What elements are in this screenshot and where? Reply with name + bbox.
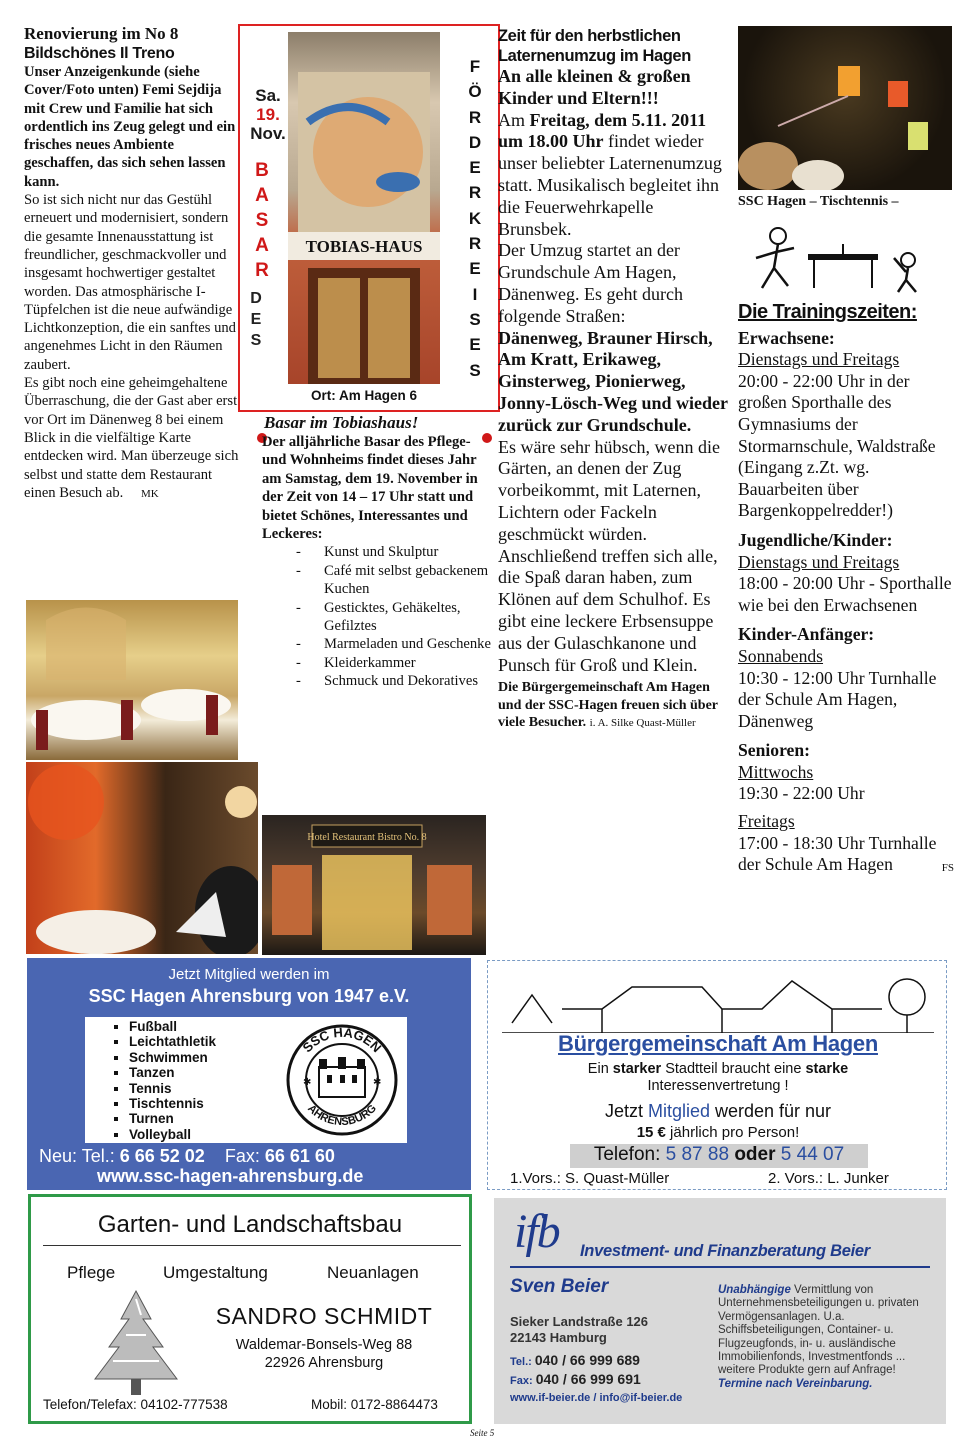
group-day: Dienstags und Freitags xyxy=(738,349,900,370)
ssc-url[interactable]: www.ssc-hagen-ahrensburg.de xyxy=(97,1166,364,1186)
friday-detail: 17:00 - 18:30 Uhr Turnhalle der Schule Am Hagen FS xyxy=(738,833,954,876)
poster-date: Sa. 19. Nov. xyxy=(250,86,286,143)
bg-phone: Telefon: 5 87 88 oder 5 44 07 xyxy=(570,1144,868,1168)
laternen-p1: Am Freitag, dem 5.11. 2011 um 18.00 Uhr findet wieder unser beliebter Laternenumzug statt. Musikalisch begleitet ihn die Feuerwehrkapelle Brunsbek. xyxy=(498,109,722,239)
gala-service-2: Umgestaltung xyxy=(163,1263,268,1282)
ssc-hagen-ad xyxy=(27,958,471,1190)
laternen-p3: Es wäre sehr hübsch, wenn die Gärten, an denen der Zug vorbeikommt, mit Laternen, Lichtern oder Fackeln geschmückt würden. Anschließend treffen sich alle, die Spaß daran haben, zum Klönen auf dem Schulhof. Es gibt eine leckere Erbsensuppe aus der Gulaschkanone und Punsch für Groß und Klein. xyxy=(498,436,720,675)
ifb-title: Investment- und Finanzberatung Beier xyxy=(580,1242,870,1260)
group-day: Sonnabends xyxy=(738,645,824,666)
group-day: Mittwochs xyxy=(738,761,814,782)
ifb-web[interactable]: www.if-beier.de / info@if-beier.de xyxy=(510,1392,683,1404)
poster-letter: S xyxy=(469,309,481,329)
fir-tree-icon xyxy=(81,1289,191,1399)
bg-chair2: 2. Vors.: L. Junker xyxy=(768,1170,889,1187)
trainingszeiten-head: Die Trainingszeiten: xyxy=(738,301,917,323)
basar-poster xyxy=(238,24,500,412)
storefront-sign: Hotel Restaurant Bistro No. 8 xyxy=(307,832,427,843)
lantern-children-photo xyxy=(738,26,952,190)
tobias-haus-sign: TOBIAS-HAUS xyxy=(305,237,423,256)
article-subtitle: Bildschönes Il Treno xyxy=(24,45,175,62)
gartenbau-ad xyxy=(28,1194,472,1424)
gala-city: 22926 Ahrensburg xyxy=(264,1355,384,1371)
poster-letter: E xyxy=(469,335,481,355)
article-body-2: Es gibt noch eine geheimgehaltene Überraschung, die der Gast aber erst vor Ort im Dänenweg 8 bei einem Blick in die vielfältige Karte entdecken wird. Man überzeuge sich selbst und statte dem Restaurant einen Besuch ab. MK xyxy=(24,375,239,501)
group-detail: 20:00 - 22:00 Uhr in der großen Sporthalle des Gymnasiums der Stormarnschule, Waldstraße (Eingang z.Zt. wg. Bauarbeiten über Bargenkoppelredder!) xyxy=(738,370,936,521)
ifb-person: Sven Beier xyxy=(510,1276,609,1297)
basar-intro: Der alljährliche Basar des Pflege- und Wohnheims findet dieses Jahr am Samstag, dem 19. November in der Zeit von 14 – 17 Uhr statt und bietet Schönes, Interessantes und Leckeres: xyxy=(262,434,478,543)
renovation-article xyxy=(24,24,240,503)
poster-letter: B xyxy=(255,160,269,181)
bg-membership: Jetzt Mitglied werden für nur xyxy=(604,1101,832,1121)
poster-letter: Ö xyxy=(468,82,482,102)
ssc-logo-bottom: AHRENSBURG xyxy=(305,1102,379,1129)
group-name: Kinder-Anfänger: xyxy=(738,624,875,645)
article-lead: Unser Anzeigenkunde (siehe Cover/Foto unten) Femi Sejdija mit Crew und Familie hat sich ordentlich ins Zeug gelegt und ein frisches neues Ambiente geschaffen, das sich sehen lassen kann. xyxy=(24,64,236,190)
sport-item: ▪ Tanzen xyxy=(129,1065,407,1080)
ifb-description: Unabhängige Vermittlung von Unternehmensbeteiligungen u. privaten Vermögensanlagen. U.a. Schiffsbeteiligungen, Container- u. Flugzeugfonds, in- u. ausländische Immobilienfonds, Investmentfonds ... weitere Produkte gern auf Anfrage! Termine nach Vereinbarung. xyxy=(718,1284,919,1390)
ssc-sports-box xyxy=(85,1017,407,1143)
training-group xyxy=(738,328,954,522)
houses-drawing xyxy=(502,973,934,1033)
bg-price: 15 € jährlich pro Person! xyxy=(636,1124,800,1141)
gala-divider xyxy=(43,1245,461,1246)
bg-chair1: 1.Vors.: S. Quast-Müller xyxy=(510,1170,670,1187)
group-name: Senioren: xyxy=(738,740,811,761)
sport-item: ▪ Leichtathletik xyxy=(129,1034,407,1049)
basar-item: - Kunst und Skulptur xyxy=(262,543,498,561)
ifb-rule xyxy=(510,1266,930,1268)
group-detail: 19:30 - 22:00 Uhr xyxy=(738,783,865,804)
poster-location: Ort: Am Hagen 6 xyxy=(310,388,418,403)
group-name: Erwachsene: xyxy=(738,327,835,348)
sport-item: ▪ Turnen xyxy=(129,1111,407,1126)
basar-item: - Kleiderkammer xyxy=(262,654,498,672)
poster-letter: D xyxy=(468,132,482,152)
basar-head: Basar im Tobiashaus! xyxy=(264,413,419,432)
group-detail: 10:30 - 12:00 Uhr Turnhalle der Schule Am Hagen, Dänenweg xyxy=(738,667,937,731)
trainingszeiten xyxy=(738,302,954,880)
col4-author: FS xyxy=(941,862,954,875)
gala-phone: Telefon/Telefax: 04102-777538 xyxy=(43,1397,228,1412)
poster-letter: R xyxy=(468,107,482,127)
owner-photo xyxy=(26,762,258,954)
basar-item: - Schmuck und Dekoratives xyxy=(262,672,498,690)
poster-letter: S xyxy=(250,332,262,349)
buergergemeinschaft-ad xyxy=(487,960,947,1190)
sport-item: ▪ Tischtennis xyxy=(129,1096,407,1111)
laternen-head: Zeit für den herbstlichen Laternenumzug im Hagen xyxy=(498,27,691,65)
basar-items xyxy=(262,543,498,690)
group-day: Dienstags und Freitags xyxy=(738,551,900,572)
foerderkreis-vertical-text xyxy=(460,54,490,383)
poster-letter: R xyxy=(255,260,269,281)
ssc-contact: Neu: Tel.: 6 66 52 02 Fax: 66 61 60 xyxy=(39,1146,335,1166)
sport-item: ▪ Schwimmen xyxy=(129,1050,407,1065)
basar-article xyxy=(262,412,498,691)
sport-item: ▪ Volleyball xyxy=(129,1127,407,1142)
poster-letter: A xyxy=(255,235,269,256)
tobias-haus-photo xyxy=(288,32,440,384)
group-name: Jugendliche/Kinder: xyxy=(738,529,893,550)
ssc-logo xyxy=(285,1023,399,1137)
gala-mobile: Mobil: 0172-8864473 xyxy=(311,1397,438,1412)
friday-day: Freitags xyxy=(738,811,795,832)
poster-letter: I xyxy=(472,284,478,304)
basar-item: - Gesticktes, Gehäkeltes, Gefilztes xyxy=(262,599,498,636)
bg-slogan: Ein starker Stadtteil braucht eine starke Interessenvertretung ! xyxy=(587,1061,849,1094)
star-icon: ✱ xyxy=(373,1077,382,1088)
basar-item: - Marmeladen und Geschenke xyxy=(262,635,498,653)
gala-name: SANDRO SCHMIDT xyxy=(215,1303,433,1329)
gala-service-3: Neuanlagen xyxy=(327,1263,419,1282)
gala-street: Waldemar-Bonsels-Weg 88 xyxy=(235,1337,413,1353)
ifb-contact: Tel.: 040 / 66 999 689 Fax: 040 / 66 999 691 xyxy=(510,1352,641,1387)
laternen-closing: Die Bürgergemeinschaft Am Hagen und der SSC-Hagen freuen sich über viele Besucher. i. A. Silke Quast-Müller xyxy=(498,680,718,731)
poster-letter: D xyxy=(250,290,262,307)
ssc-line1: Jetzt Mitglied werden im xyxy=(168,966,330,983)
basar-vertical-text xyxy=(248,158,276,283)
poster-letter: S xyxy=(469,360,481,380)
ifb-ad xyxy=(494,1198,946,1424)
poster-letter: E xyxy=(469,259,481,279)
gala-title: Garten- und Landschaftsbau xyxy=(97,1211,403,1238)
training-group xyxy=(738,624,954,732)
group-detail: 18:00 - 20:00 Uhr - Sporthalle wie bei den Erwachsenen xyxy=(738,573,952,615)
restaurant-interior-photo xyxy=(26,600,238,760)
training-group xyxy=(738,740,954,805)
laternenumzug-article xyxy=(498,26,730,733)
ifb-address: Sieker Landstraße 126 22143 Hamburg xyxy=(510,1314,649,1345)
poster-letter: E xyxy=(250,311,262,328)
laternen-streets: Dänenweg, Brauner Hirsch, Am Kratt, Erikaweg, Ginsterweg, Pionierweg, Jonny-Lösch-Weg und wieder zurück zur Grundschule. xyxy=(498,327,728,435)
tischtennis-caption: SSC Hagen – Tischtennis – xyxy=(738,194,899,209)
poster-letter: A xyxy=(255,185,269,206)
poster-letter: E xyxy=(469,158,481,178)
sport-item: ▪ Tennis xyxy=(129,1081,407,1096)
article-title: Renovierung im No 8 xyxy=(24,24,179,43)
des-vertical-text xyxy=(242,288,270,351)
poster-letter: F xyxy=(469,57,481,76)
no8-storefront-photo xyxy=(262,815,486,955)
tischtennis-drawing xyxy=(748,218,942,298)
poster-letter: R xyxy=(468,183,482,203)
laternen-greeting: An alle kleinen & großen Kinder und Eltern!!! xyxy=(498,66,691,108)
ifb-logo: ifb xyxy=(514,1205,559,1258)
ssc-logo-top: SSC HAGEN xyxy=(299,1024,385,1056)
article-author: MK xyxy=(140,487,159,500)
page-number: Seite 5 xyxy=(470,1428,495,1438)
poster-letter: R xyxy=(468,234,482,254)
gala-service-1: Pflege xyxy=(67,1263,116,1282)
ssc-line2: SSC Hagen Ahrensburg von 1947 e.V. xyxy=(88,986,410,1006)
training-groups xyxy=(738,328,954,805)
training-group xyxy=(738,530,954,616)
star-icon: ✱ xyxy=(303,1077,312,1088)
article-body-1: So ist sich nicht nur das Gestühl erneuert und modernisiert, sondern die gesamte Innenausstattung ist freundlicher, geschmackvoller und insgesamt hochwertiger gestaltet worden. Das atmosphärische I-Tüpfelchen ist die neue aufwändige Lichtkonzeption, die ein sanftes und angenehmes Licht in den Räumen zaubert. xyxy=(24,192,236,373)
bg-title: Bürgergemeinschaft Am Hagen xyxy=(558,1031,878,1056)
basar-item: - Café mit selbst gebackenem Kuchen xyxy=(262,562,498,599)
sport-item: ▪ Fußball xyxy=(129,1019,407,1034)
poster-letter: K xyxy=(468,208,482,228)
laternen-p2: Der Umzug startet an der Grundschule Am Hagen, Dänenweg. Es geht durch folgende Straßen: xyxy=(498,240,683,326)
poster-letter: S xyxy=(255,210,269,231)
